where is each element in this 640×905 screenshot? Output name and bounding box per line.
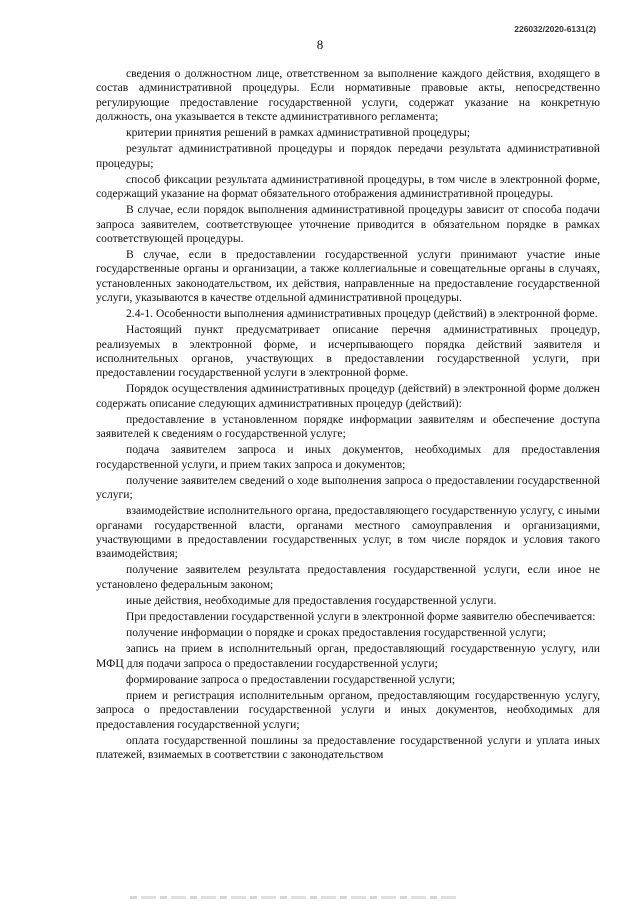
paragraph: запись на прием в исполнительный орган, предоставляющий государственную услугу, или МФЦ для подачи запроса о предоставлении государственной услуги; bbox=[96, 642, 600, 670]
scan-artifact bbox=[130, 896, 460, 899]
paragraph: получение информации о порядке и сроках предоставления государственной услуги; bbox=[126, 626, 546, 640]
paragraph: подача заявителем запроса и иных документов, необходимых для предоставления государственной услуги, и прием таких запроса и документов; bbox=[96, 443, 600, 471]
paragraph: получение заявителем результата предоставления государственной услуги, если иное не установлено федеральным законом; bbox=[96, 563, 600, 591]
paragraph: взаимодействие исполнительного органа, предоставляющего государственную услугу, с иными органами государственной власти, органами местного самоуправления и организациями, участвующими в предоставлении государственных услуг, в том числе порядок и условия такого взаимодействия; bbox=[96, 504, 600, 561]
paragraph: предоставление в установленном порядке информации заявителям и обеспечение доступа заявителей к сведениям о государственной услуге; bbox=[96, 412, 600, 441]
document-body bbox=[96, 67, 600, 762]
paragraph: оплата государственной пошлины за предоставление государственной услуги и уплата иных платежей, взимаемых в соответствии с законодательством bbox=[96, 733, 600, 762]
paragraph: При предоставлении государственной услуги в электронной форме заявителю обеспечивается: bbox=[126, 610, 596, 624]
paragraph: Настоящий пункт предусматривает описание перечня административных процедур, реализуемых в электронной форме, и исчерпывающего порядка действий заявителя и исполнительных органов, участвующих в предоставлении государственной услуги, при предоставлении государственной услуги в электронной форме. bbox=[96, 323, 600, 380]
paragraph: прием и регистрация исполнительным органом, предоставляющим государственную услугу, запроса о предоставлении государственной услуги и иных документов, необходимых для предоставления государственной услуги; bbox=[96, 689, 600, 731]
paragraph: результат административной процедуры и порядок передачи результата административной процедуры; bbox=[96, 142, 600, 170]
paragraph: способ фиксации результата административной процедуры, в том числе в электронной форме, содержащий указание на формат обязательного отображения административной процедуры. bbox=[96, 172, 600, 201]
paragraph: Порядок осуществления административных процедур (действий) в электронной форме должен содержать описание следующих административных процедур (действий): bbox=[96, 382, 600, 410]
paragraph: 2.4-1. Особенности выполнения административных процедур (действий) в электронной форме. bbox=[126, 307, 598, 321]
paragraph: В случае, если в предоставлении государственной услуги принимают участие иные государственные органы и организации, а также коллегиальные и совещательные органы в случаях, установленных законодательством, их действия, направленные на предоставление государственной услуги, указываются в качестве отдельной административной процедуры. bbox=[96, 248, 600, 304]
paragraph: В случае, если порядок выполнения административной процедуры зависит от способа подачи запроса заявителем, соответствующее уточнение приводится в обязательном порядке в рамках соответствующей процедуры. bbox=[96, 203, 600, 245]
paragraph: формирование запроса о предоставлении государственной услуги; bbox=[126, 672, 456, 686]
paragraph: сведения о должностном лице, ответственном за выполнение каждого действия, входящего в состав административной процедуры. Если нормативные правовые акты, непосредственно регулирующие предоставление государственной услуги, содержат указание на конкретную должность, она указывается в тексте административного регламента; bbox=[96, 67, 600, 123]
paragraph: получение заявителем сведений о ходе выполнения запроса о предоставлении государственной услуги; bbox=[96, 473, 600, 502]
paragraph: иные действия, необходимые для предоставления государственной услуги. bbox=[126, 593, 497, 607]
page-number: 8 bbox=[316, 37, 324, 52]
document-id: 226032/2020-6131(2) bbox=[514, 24, 596, 34]
paragraph: критерии принятия решений в рамках административной процедуры; bbox=[126, 126, 471, 140]
